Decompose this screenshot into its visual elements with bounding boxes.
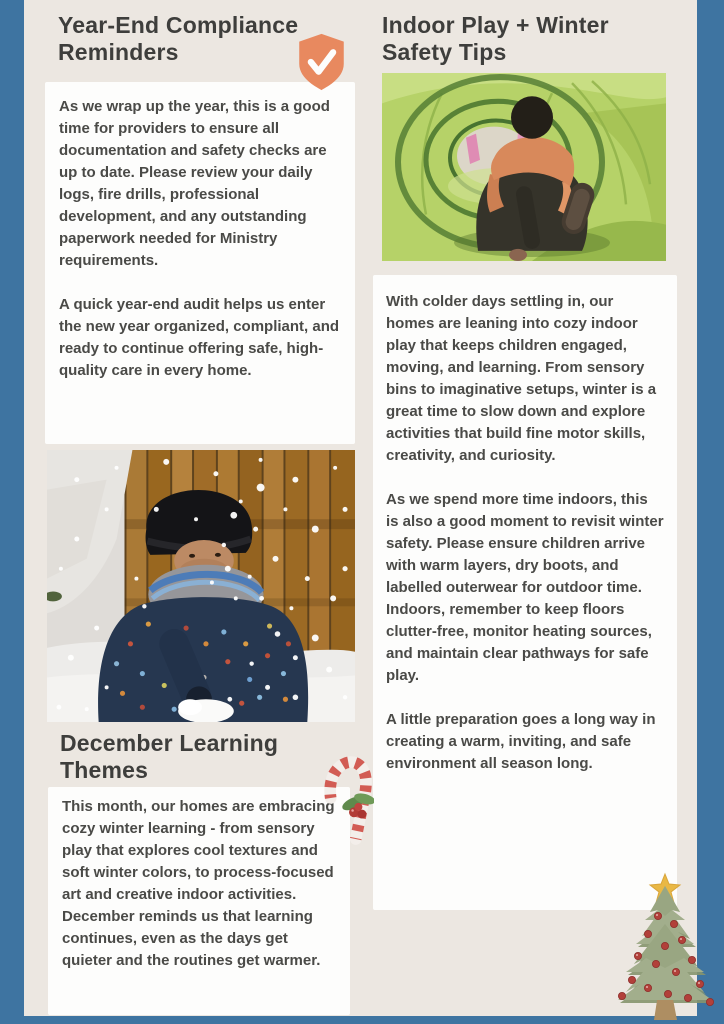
paragraph: As we wrap up the year, this is a good time for providers to ensure all documentation and safety checks are up to date. Please review your daily logs, fire drills, professional development, and any outstanding paperwork needed for Ministry requirements. bbox=[59, 98, 330, 269]
candy-cane-icon bbox=[316, 748, 374, 848]
indoor-play-text-panel bbox=[373, 275, 677, 910]
page-border-left bbox=[0, 0, 24, 1024]
section-heading-year-end-compliance: Year-End Compliance Reminders bbox=[58, 12, 299, 65]
december-themes-text-panel bbox=[48, 787, 350, 1015]
year-end-compliance-text-panel bbox=[45, 82, 355, 444]
paragraph: A quick year-end audit helps us enter the new year organized, compliant, and ready to continue offering safe, high-quality care in every home. bbox=[59, 296, 340, 379]
paragraph: With colder days settling in, our homes are leaning into cozy indoor play that keeps children engaged, moving, and learning. From sensory bins to imaginative setups, winter is a great time to slow down and explore activities that build fine motor skills, creativity, and curiosity. bbox=[386, 293, 657, 464]
paragraph: A little preparation goes a long way in creating a warm, inviting, and safe environment all season long. bbox=[386, 711, 656, 772]
paragraph: This month, our homes are embracing cozy winter learning - from sensory play that explores cool textures and soft winter colors, to process-focused art and creative indoor activities. December reminds us that learning continues, even as the days get quieter and the routines get warmer. bbox=[62, 798, 335, 969]
paragraph: As we spend more time indoors, this is also a good moment to revisit winter safety. Please ensure children arrive with warm layers, dry boots, and labelled outerwear for outdoor time. Indoors, remember to keep floors clutter-free, monitor heating sources, and maintain clear pathways for safe play. bbox=[386, 491, 664, 684]
shield-check-icon bbox=[294, 32, 349, 92]
page-border-right bbox=[697, 0, 724, 1024]
section-heading-december-themes: December Learning Themes bbox=[60, 730, 279, 783]
snow-photo bbox=[47, 450, 355, 722]
tunnel-photo bbox=[382, 73, 666, 261]
christmas-tree-icon bbox=[606, 872, 724, 1020]
holly bbox=[340, 791, 374, 818]
section-heading-indoor-play: Indoor Play + Winter Safety Tips bbox=[382, 12, 609, 65]
